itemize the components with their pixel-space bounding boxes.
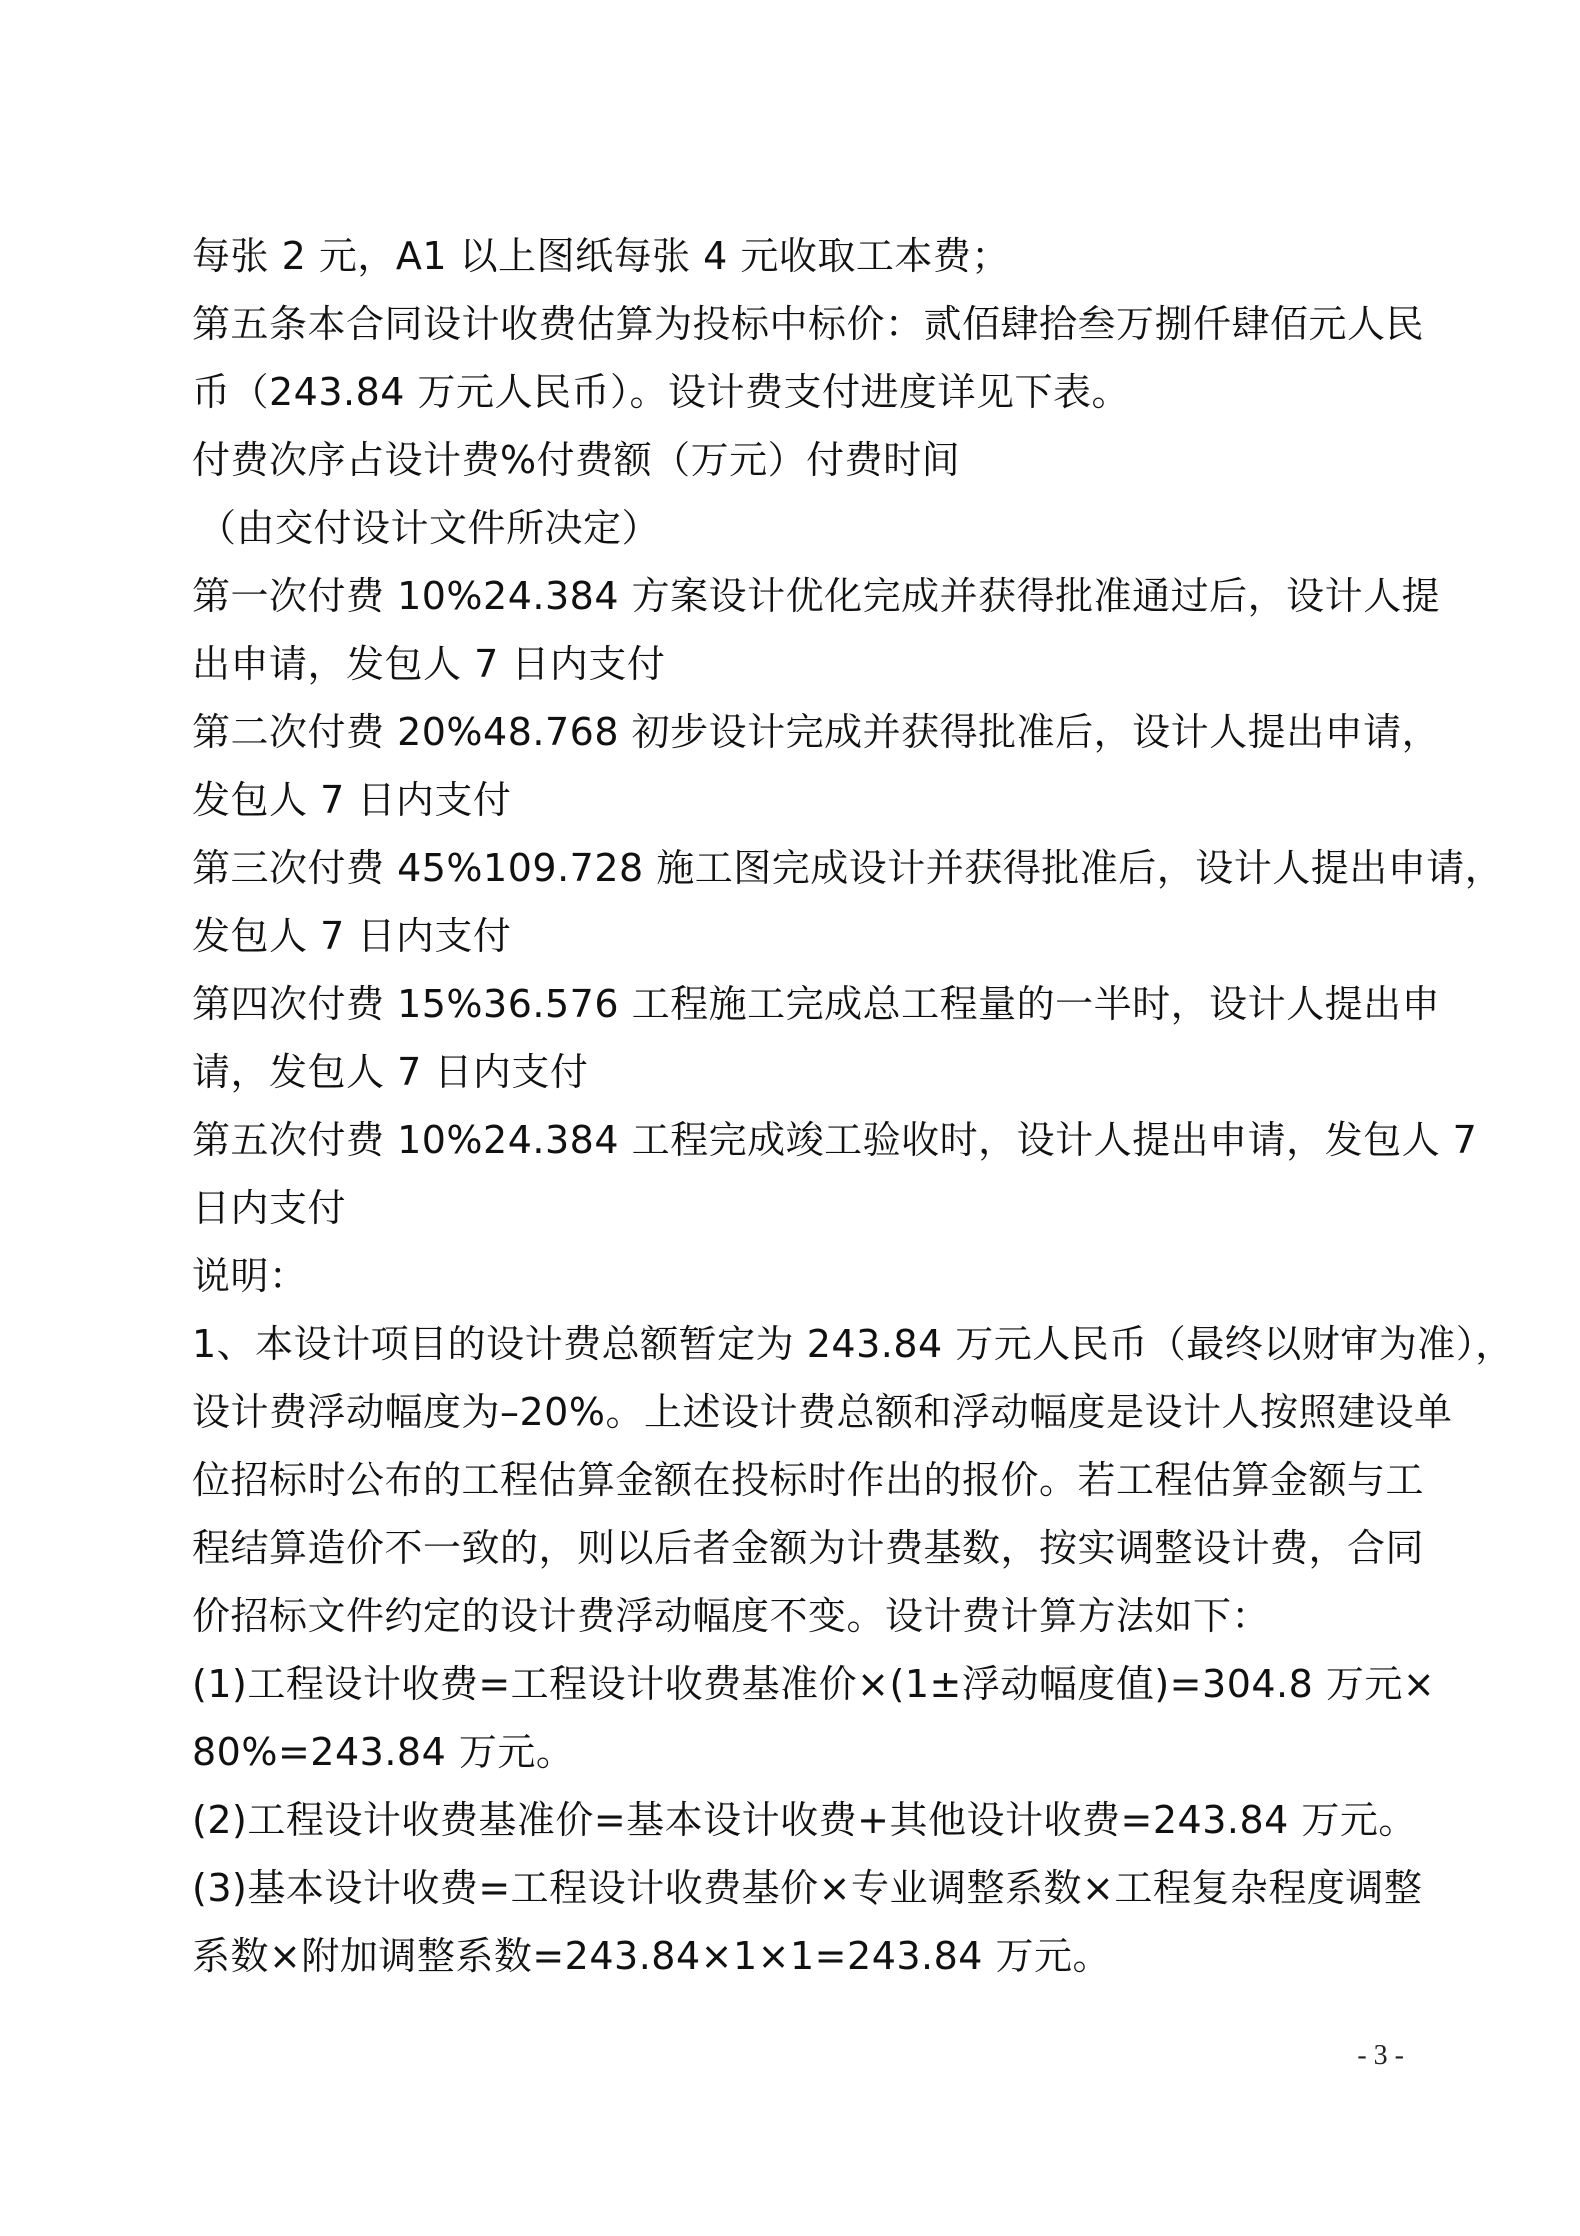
payment-row-1: 第一次付费 10%24.384 方案设计优化完成并获得批准通过后，设计人提 xyxy=(192,574,1441,618)
formula-line-1-cont: 80%=243.84 万元。 xyxy=(192,1730,575,1774)
payment-row-2-cont: 发包人 7 日内支付 xyxy=(192,778,512,822)
payment-row-5-cont: 日内支付 xyxy=(192,1186,347,1230)
payment-row-2: 第二次付费 20%48.768 初步设计完成并获得批准后，设计人提出申请， xyxy=(192,710,1441,754)
table-header-note: （由交付设计文件所决定） xyxy=(198,506,661,550)
payment-row-4-cont: 请，发包人 7 日内支付 xyxy=(192,1050,589,1094)
formula-line-1: (1)工程设计收费=工程设计收费基准价×(1±浮动幅度值)=304.8 万元× xyxy=(192,1662,1436,1706)
note-paragraph-line: 1、本设计项目的设计费总额暂定为 243.84 万元人民币（最终以财审为准）， xyxy=(192,1322,1514,1366)
payment-row-1-cont: 出申请，发包人 7 日内支付 xyxy=(192,642,666,686)
payment-row-3-cont: 发包人 7 日内支付 xyxy=(192,914,512,958)
note-paragraph-line: 设计费浮动幅度为–20%。上述设计费总额和浮动幅度是设计人按照建设单 xyxy=(192,1390,1453,1434)
text-line: 第五条本合同设计收费估算为投标中标价：贰佰肆拾叁万捌仟肆佰元人民 xyxy=(192,302,1425,346)
notes-heading: 说明： xyxy=(192,1254,308,1298)
text-line: 每张 2 元，A1 以上图纸每张 4 元收取工本费； xyxy=(192,234,1010,278)
formula-line-3: (3)基本设计收费=工程设计收费基价×专业调整系数×工程复杂程度调整 xyxy=(192,1866,1423,1910)
payment-row-4: 第四次付费 15%36.576 工程施工完成总工程量的一半时，设计人提出申 xyxy=(192,982,1441,1026)
note-paragraph-line: 价招标文件约定的设计费浮动幅度不变。设计费计算方法如下： xyxy=(192,1594,1271,1638)
page-number: - 3 - xyxy=(1357,2040,1404,2071)
formula-line-3-cont: 系数×附加调整系数=243.84×1×1=243.84 万元。 xyxy=(192,1934,1112,1978)
text-line: 币（243.84 万元人民币）。设计费支付进度详见下表。 xyxy=(192,370,1131,414)
payment-row-5: 第五次付费 10%24.384 工程完成竣工验收时，设计人提出申请，发包人 7 xyxy=(192,1118,1478,1162)
note-paragraph-line: 位招标时公布的工程估算金额在投标时作出的报价。若工程估算金额与工 xyxy=(192,1458,1425,1502)
document-body xyxy=(192,222,1514,1990)
payment-row-3: 第三次付费 45%109.728 施工图完成设计并获得批准后，设计人提出申请， xyxy=(192,846,1504,890)
note-paragraph-line: 程结算造价不一致的，则以后者金额为计费基数，按实调整设计费，合同 xyxy=(192,1526,1425,1570)
table-header-line: 付费次序占设计费%付费额（万元）付费时间 xyxy=(192,438,961,482)
formula-line-2: (2)工程设计收费基准价=基本设计收费+其他设计收费=243.84 万元。 xyxy=(192,1798,1417,1842)
